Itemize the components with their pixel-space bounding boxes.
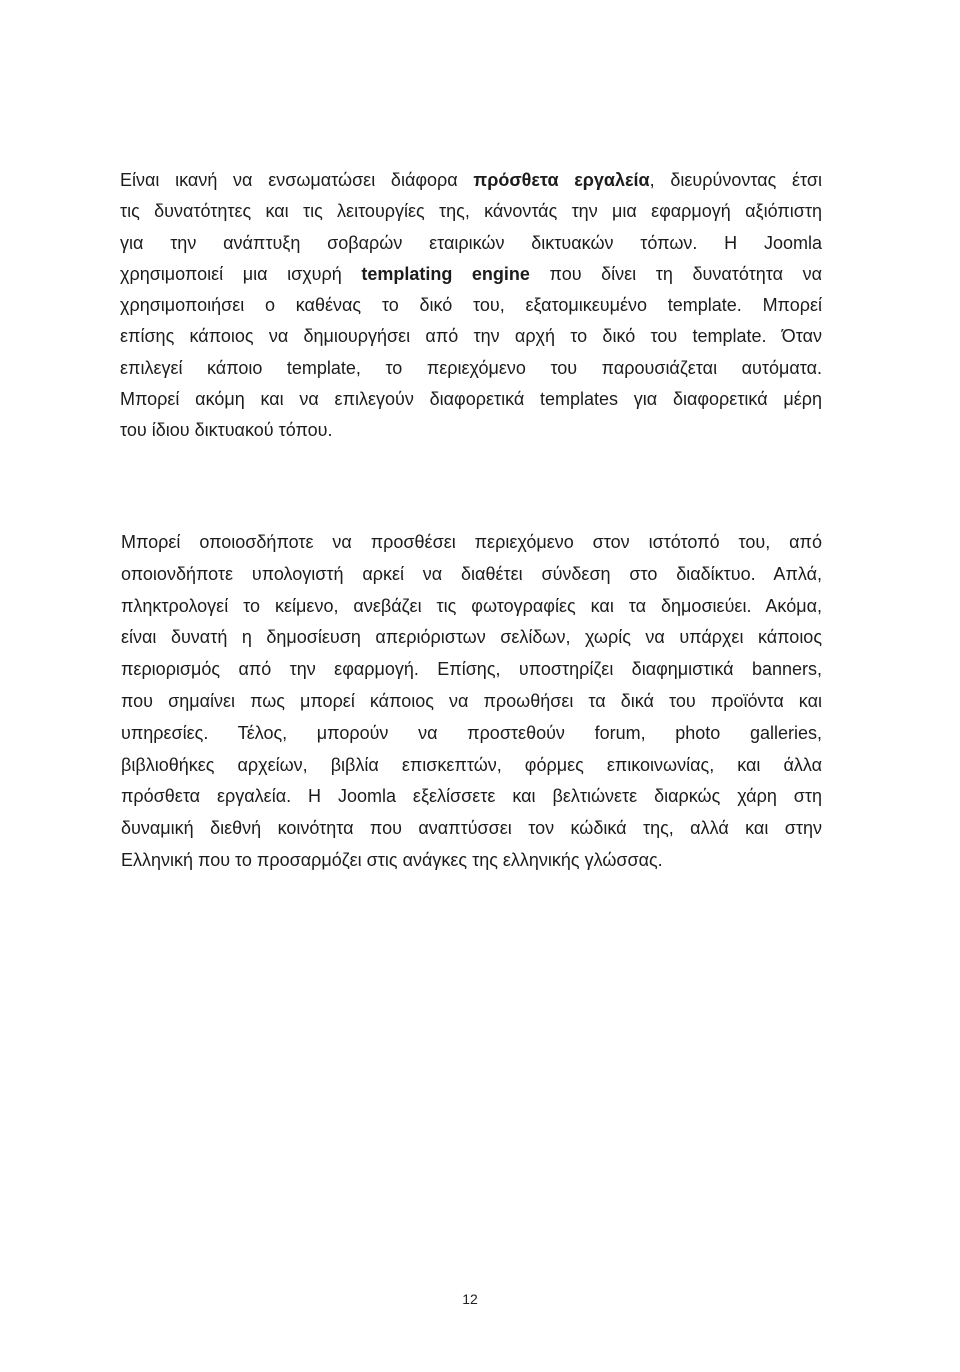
text-line: [121, 813, 822, 845]
text-line: [121, 750, 822, 782]
text-run: δυναμική διεθνή κοινότητα που αναπτύσσει τον κώδικά της, αλλά και στην: [121, 818, 822, 839]
text-line: [120, 353, 822, 384]
text-line: [120, 165, 822, 196]
text-run: επίσης κάποιος να δημιουργήσει από την αρχή το δικό του template. Όταν: [120, 326, 822, 347]
text-line: [121, 781, 822, 813]
text-run: επιλεγεί κάποιο template, το περιεχόμενο του παρουσιάζεται αυτόματα.: [120, 357, 822, 378]
text-line: [121, 591, 822, 623]
text-line: [121, 559, 822, 591]
text-line: [120, 196, 822, 227]
text-run: Είναι ικανή να ενσωματώσει διάφορα: [120, 170, 474, 190]
text-run: που σημαίνει πως μπορεί κάποιος να προωθήσει τα δικά του προϊόντα και: [121, 690, 822, 711]
paragraph-2: [121, 527, 822, 877]
text-line: [121, 686, 822, 718]
text-line: [121, 622, 822, 654]
text-run: για την ανάπτυξη σοβαρών εταιρικών δικτυακών τόπων. Η Joomla: [120, 232, 822, 253]
text-run: περιορισμός από την εφαρμογή. Επίσης, υποστηρίζει διαφημιστικά banners,: [121, 659, 822, 680]
text-run: είναι δυνατή η δημοσίευση απεριόριστων σελίδων, χωρίς να υπάρχει κάποιος: [121, 627, 822, 648]
text-run: οποιονδήποτε υπολογιστή αρκεί να διαθέτει σύνδεση στο διαδίκτυο. Απλά,: [121, 563, 822, 584]
text-line: [120, 384, 822, 415]
text-run: του ίδιου δικτυακού τόπου.: [120, 420, 333, 440]
text-line: [121, 845, 822, 877]
text-line: [121, 654, 822, 686]
text-line: [121, 718, 822, 750]
paragraph-1: [120, 165, 822, 446]
text-run: χρησιμοποιεί μια ισχυρή: [120, 263, 362, 284]
text-run: πρόσθετα εργαλεία. Η Joomla εξελίσσετε και βελτιώνετε διαρκώς χάρη στη: [121, 786, 822, 807]
text-run: βιβλιοθήκες αρχείων, βιβλία επισκεπτών, φόρμες επικοινωνίας, και άλλα: [121, 754, 822, 775]
text-line: [120, 228, 822, 259]
text-line: [120, 415, 822, 446]
text-run: πληκτρολογεί το κείμενο, ανεβάζει τις φωτογραφίες και τα δημοσιεύει. Ακόμα,: [121, 595, 822, 616]
text-run: που δίνει τη δυνατότητα να: [529, 263, 822, 284]
text-run: Ελληνική που το προσαρμόζει στις ανάγκες της ελληνικής γλώσσας.: [121, 849, 663, 870]
text-run: Μπορεί ακόμη και να επιλεγούν διαφορετικά templates για διαφορετικά μέρη: [120, 388, 822, 409]
text-run: , διευρύνοντας έτσι: [649, 170, 822, 190]
text-run: Μπορεί οποιοσδήποτε να προσθέσει περιεχόμενο στον ιστότοπό του, από: [121, 532, 822, 552]
text-run: τις δυνατότητες και τις λειτουργίες της, κάνοντάς την μια εφαρμογή αξιόπιστη: [120, 201, 822, 222]
text-run: υπηρεσίες. Τέλος, μπορούν να προστεθούν forum, photo galleries,: [121, 722, 822, 743]
bold-text: πρόσθετα εργαλεία: [473, 170, 650, 190]
text-run: χρησιμοποιήσει ο καθένας το δικό του, εξατομικευμένο template. Μπορεί: [120, 295, 822, 315]
text-line: [120, 259, 822, 290]
page-number: 12: [462, 1291, 478, 1307]
text-line: [121, 527, 822, 559]
bold-text: templating engine: [361, 263, 530, 284]
text-line: [120, 321, 822, 352]
text-line: [120, 290, 822, 321]
